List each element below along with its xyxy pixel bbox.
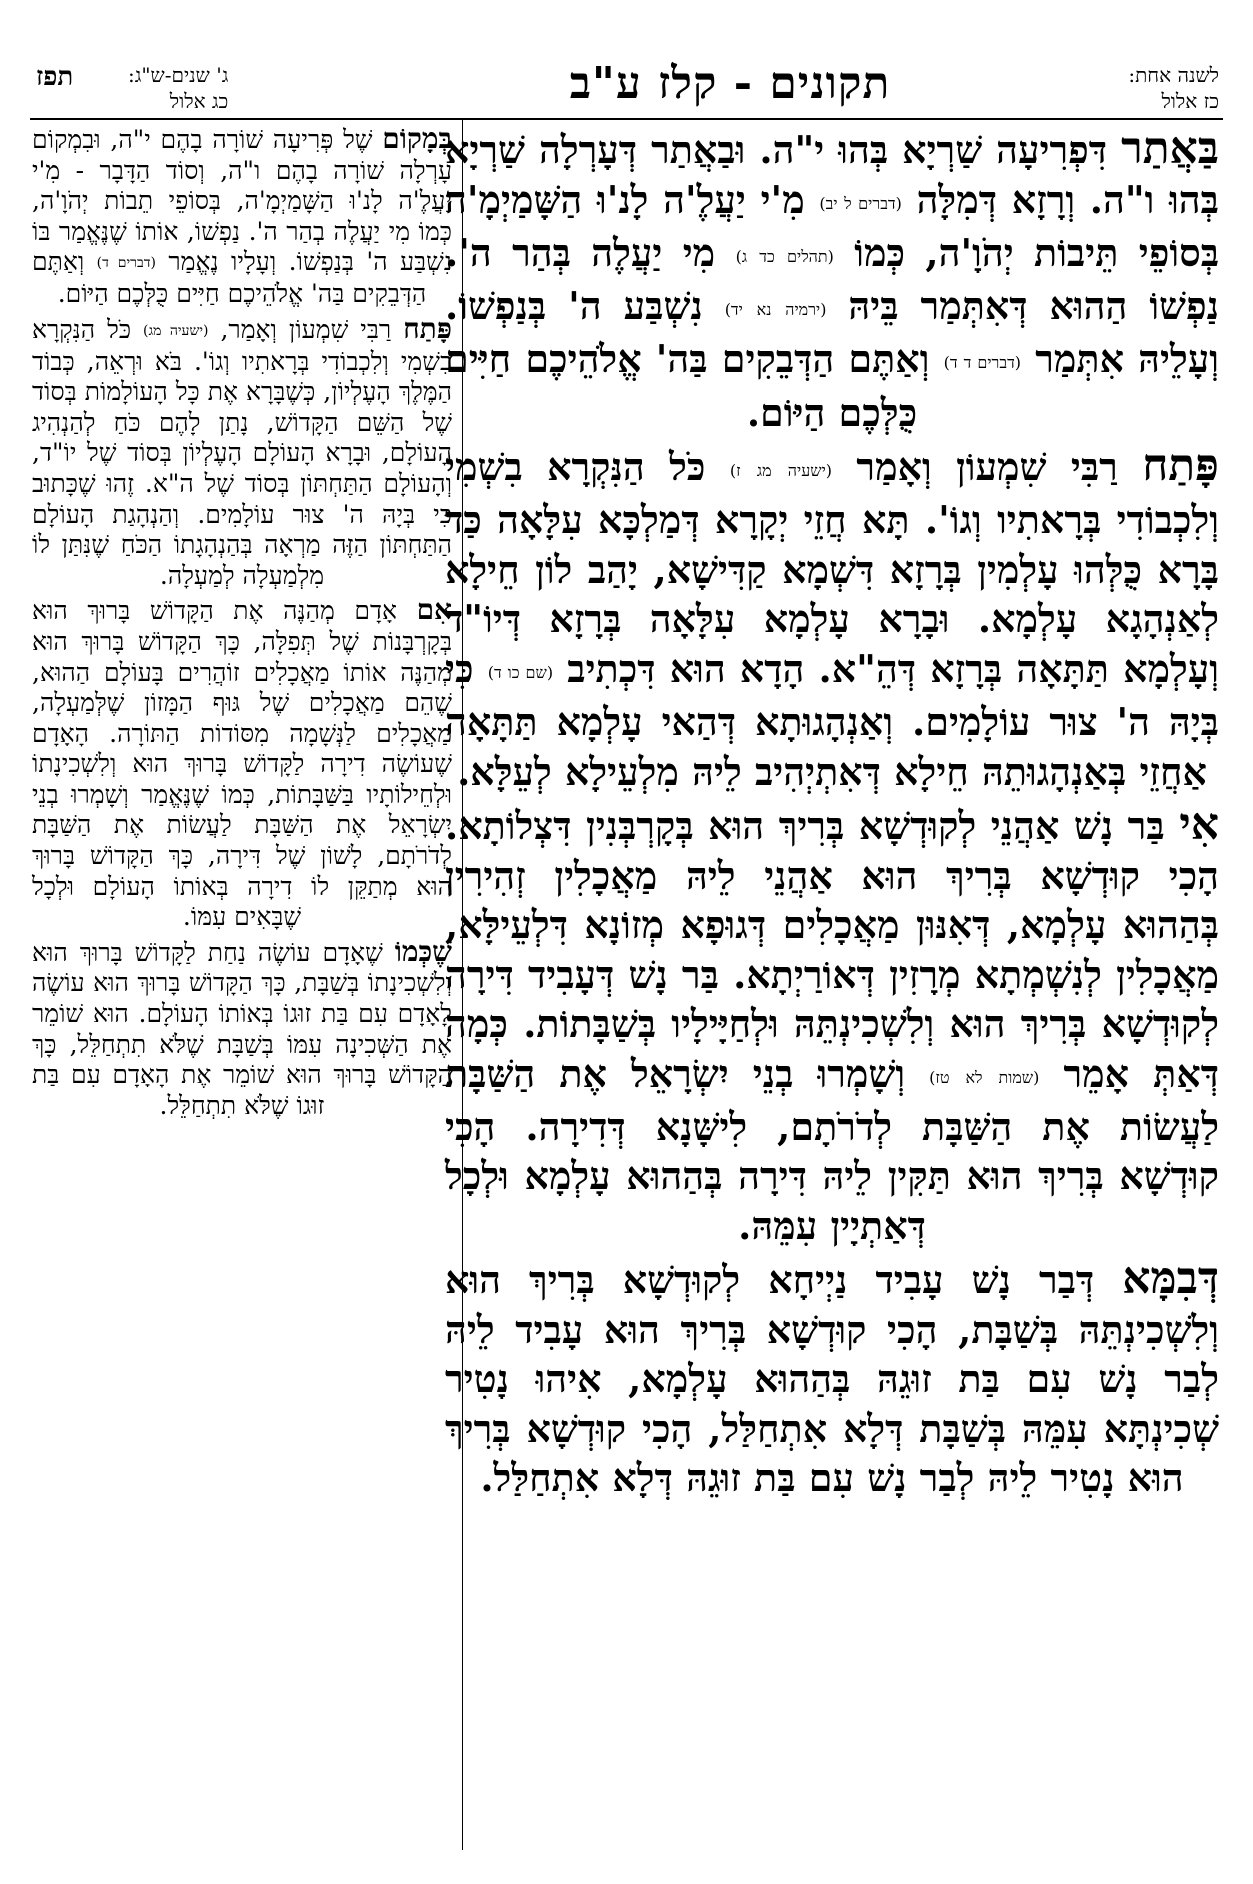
paragraph-text: שֶׁל פְּרִיעָה שׁוֹרָה בָהֶם י"ה, וּבִמְקוֹם עָרְלָה שׁוֹרָה בָהֶם ו"ה, וְסוֹד הַדָּבָר - מִ'י יַעֲלֶ'ה לָנ'וּ הַשָּׁמַיְמָ'ה, בְּסוֹפֵי תֵבוֹת יְהֹוָ'ה, כְּמוֹ מִי יַעֲלֶה בְהַר ה'. נַפְשׁוֹ, אוֹתוֹ שֶׁנֶּאֱמַר בּוֹ נִשְׁבַּע ה' בְּנַפְשׁוֹ. וְעָלָיו נֶאֱמַר [32,125,453,277]
main-paragraph-2 [445,441,1219,796]
opening-word: פָּתַח [1142,440,1219,491]
header-left-date-value: כג אלול [169,89,229,113]
main-text-column [445,124,1219,1507]
paragraph-text: וְאַתֶּם הַדְּבֵקִים בַּה' אֱלֹהֵיכֶם חַיִּים כֻּלְּכֶם הַיּוֹם. [32,247,427,309]
source-reference: (דברים ד ד) [943,353,1022,372]
source-reference: (ישעיה מג ז) [729,460,833,480]
page-title: תקונים - קלז ע"ב [569,58,891,109]
main-paragraph-3 [445,800,1219,1250]
paragraph-text: וְשָׁמְרוּ בְנֵי יִשְׂרָאֵל אֶת הַשַּׁבָּת לַעֲשׂוֹת אֶת הַשַּׁבָּת לְדֹרֹתָם, לִישָּׁנָא דְּדִירָה. הָכִי קוּדְשָׁא בְּרִיךְ הוּא תַּקִּין לֵיהּ דִּירָה בְּהַהוּא עָלְמָא וּלְכָל דְּאַתְיָין עִמֵּהּ. [445,1050,1219,1248]
paragraph-text: רַבִּי שִׁמְעוֹן וְאָמַר [856,444,1118,489]
side-paragraph-1 [32,124,452,310]
source-reference: (שמות לא טז) [929,1067,1040,1087]
source-reference: (תהלים כד ג) [735,246,834,266]
paragraph-text: כֹּל הַנִּקְרָא בִשְׁמִי וְלִכְבוֹדִי בְּרָאתִיו וְגוֹ'. תָּא חֲזֵי יְקָרָא דְּמַלְכָּא עִלָּאָה כַּד בָּרָא כֻּלְּהוּ עָלְמִין בְּרָזָא דִּשְׁמָא קַדִּישָׁא, יָהַב לוֹן חֵילָא לְאַנְהָגָא עָלְמָא. וּבָרָא עָלְמָא עִלָּאָה בְּרָזָא דְּיוֹ"ד וְעָלְמָא תַּתָּאָה בְּרָזָא דְּהֵ"א. הָדָא הוּא דִּכְתִיב [445,444,1220,691]
paragraph-text: אָדָם מְהַנֶּה אֶת הַקָּדוֹשׁ בָּרוּךְ הוּא בְּקָרְבָּנוֹת שֶׁל תְּפִלָּה, כָּךְ הַקָּדוֹשׁ בָּרוּךְ הוּא מְהַנֶּה אוֹתוֹ מַאֲכָלִים זוֹהֲרִים בָּעוֹלָם הַהוּא, שֶׁהֵם מַאֲכָלִים שֶׁל גּוּף הַמָּזוֹן שֶׁלְּמַעְלָה, מַאֲכָלִים לַנְּשָׁמָה מִסּוֹדוֹת הַתּוֹרָה. הָאָדָם שֶׁעוֹשֶׂה דִירָה לַקָּדוֹשׁ בָּרוּךְ הוּא וְלִשְׁכִינָתוֹ וּלְחֵילוֹתָיו בַּשַּׁבָּתוֹת, כְּמוֹ שֶׁנֶּאֱמַר וְשָׁמְרוּ בְנֵי יִשְׂרָאֵל אֶת הַשַּׁבָּת לַעֲשׂוֹת אֶת הַשַּׁבָּת לְדֹרֹתָם, לָשׁוֹן שֶׁל דִּירָה, כָּךְ הַקָּדוֹשׁ בָּרוּךְ הוּא מְתַקֵּן לוֹ דִירָה בְּאוֹתוֹ הָעוֹלָם וּלְכָל שֶׁבָּאִים עִמּוֹ. [32,596,452,932]
main-paragraph-4 [445,1254,1219,1503]
paragraph-text: כֹּל הַנִּקְרָא בִשְׁמִי וְלִכְבוֹדִי בְּרָאתִיו וְגוֹ'. בֹּא וּרְאֵה, כְּבוֹד הַמֶּלֶךְ הָעֶלְיוֹן, כְּשֶׁבָּרָא אֶת כָּל הָעוֹלָמוֹת בְּסוֹד שֶׁל הַשֵּׁם הַקָּדוֹשׁ, נָתַן לָהֶם כֹּחַ לְהַנְהִיג הָעוֹלָם, וּבָרָא הָעוֹלָם הָעֶלְיוֹן בְּסוֹד שֶׁל יוֹ"ד, וְהָעוֹלָם הַתַּחְתּוֹן בְּסוֹד שֶׁל ה"א. זֶהוּ שֶׁכָּתוּב כִּי בְּיָהּ ה' צוּר עוֹלָמִים. וְהַנְהָגַת הָעוֹלָם הַתַּחְתּוֹן הַזֶּה מַרְאָה בְּהַנְהָגָתוֹ הַכֹּחַ שֶׁנִּתַּן לוֹ מִלְמַעְלָה לְמַעְלָה. [32,314,452,590]
source-reference: (דברים ד) [96,255,156,272]
translation-column [32,124,452,1125]
paragraph-text: וְאַתֶּם הַדְּבֵקִים בַּה' אֱלֹהֵיכֶם חַיִּים כֻּלְּכֶם הַיּוֹם. [445,336,930,435]
paragraph-text: כִּי בְּיָהּ ה' צוּר עוֹלָמִים. וְאַנְהָגוּתָא דְּהַאי עָלְמָא תַּתָּאָה אַחֲזֵי בְּאַנְהָגוּתֵהּ חֵילָא דְּאִתְיְהִיב לֵיהּ מִלְעֵילָא לְעֵלָּא. [445,645,1219,794]
paragraph-text: שֶׁאָדָם עוֹשֶׂה נַחַת לַקָּדוֹשׁ בָּרוּךְ הוּא וְלִשְׁכִינָתוֹ בְּשַׁבָּת, כָּךְ הַקָּדוֹשׁ בָּרוּךְ הוּא עוֹשֶׂה לָאָדָם עִם בַּת זוּגוֹ בְּאוֹתוֹ הָעוֹלָם. הוּא שׁוֹמֵר אֶת הַשְּׁכִינָה עִמּוֹ בְּשַׁבָּת שֶׁלֹּא תִתְחַלֵּל, כָּךְ הַקָּדוֹשׁ בָּרוּךְ הוּא שׁוֹמֵר אֶת הָאָדָם עִם בַּת זוּגוֹ שֶׁלֹּא תִתְחַלֵּל. [32,937,452,1120]
header-right-date [1128,62,1219,114]
paragraph-text: רַבִּי שִׁמְעוֹן וְאָמַר, [220,314,392,344]
header-right-date-value: כז אלול [1161,89,1219,113]
opening-word: אִי [1179,799,1219,850]
header-right-label: לשנה אחת: [1128,63,1219,87]
opening-word: אִם [416,593,453,627]
header-divider [30,118,1223,120]
opening-word: דְּבִמָּא [1122,1253,1219,1305]
source-reference: (שם כו ד) [487,662,554,682]
main-paragraph-1 [445,124,1219,437]
header-left-label: ג' שנים-ש"ג: [128,63,229,87]
opening-word: פָּתַח [403,311,452,345]
header-left-date [128,62,228,114]
side-paragraph-4 [32,934,452,1122]
source-reference: (דברים ל יב) [819,193,902,213]
source-reference: (ירמיה נא יד) [724,299,827,319]
opening-word: שֶׁכְּמוֹ [394,934,452,968]
paragraph-text: נִשְׁבַּע ה' בְּנַפְשׁוֹ. וְעָלֵיהּ אִתְּמַר [445,283,1219,382]
paragraph-text: מִי יַעֲלֶה בְּהַר ה'. נַפְשׁוֹ הַהוּא דְּאִתְּמַר בֵּיהּ [445,229,1219,328]
opening-word: בְּמָקוֹם [382,122,452,155]
paragraph-text: מִ'י יַעֲלֶ'ה לָנ'וּ הַשָּׁמַיְמָ'ה בְּסוֹפֵי תֵּיבוֹת יְהֹוָ'ה, כְּמוֹ [445,176,1220,275]
side-paragraph-2 [32,311,452,592]
page-number: תפז [36,62,74,92]
side-paragraph-3 [32,595,452,933]
opening-word: בַּאֲתַר [1121,123,1219,174]
paragraph-text: דְּבַר נָשׁ עָבִיד נַיְיחָא לְקוּדְשָׁא בְּרִיךְ הוּא וְלִשְׁכִינְתֵּהּ בְּשַׁבָּת, הָכִי קוּדְשָׁא בְּרִיךְ הוּא עָבִיד לֵיהּ לְבַר נָשׁ עִם בַּת זוּגֵהּ בְּהַהוּא עָלְמָא, אִיהוּ נָטִיר שְׁכִינְתָּא עִמֵּהּ בְּשַׁבָּת דְּלָא אִתְחַלַּל, הָכִי קוּדְשָׁא בְּרִיךְ הוּא נָטִיר לֵיהּ לְבַר נָשׁ עִם בַּת זוּגֵהּ דְּלָא אִתְחַלַּל. [445,1257,1219,1501]
paragraph-text: דִּפְרִיעָה שַׁרְיָא בְּהוּ י"ה. וּבַאֲתַר דְּעָרְלָה שַׁרְיָא בְּהוּ ו"ה. וְרָזָא דְּמִלָּה [445,127,1219,222]
paragraph-text: בַּר נָשׁ אַהֲנֵי לְקוּדְשָׁא בְּרִיךְ הוּא בְּקָרְבְּנִין דִּצְלוֹתָא. הָכִי קוּדְשָׁא בְּרִיךְ הוּא אַהֲנֵי לֵיהּ מַאֲכָלִין זְהִירִין בְּהַהוּא עָלְמָא, דְּאִנּוּן מַאֲכָלִים דְּגוּפָא מְזוֹנָא דִּלְעֵילָּא, מַאֲכָלִין לְנִשְׁמְתָא מְרָזִין דְּאוֹרַיְתָא. בַּר נָשׁ דְּעָבִיד דִּירָה לְקוּדְשָׁא בְּרִיךְ הוּא וְלִשְׁכִינְתֵּהּ וּלְחַיָּילָיו בְּשַׁבָּתוֹת. כְּמָה דְּאַתְּ אָמֵר [445,803,1220,1096]
source-reference: (ישעיה מג) [143,322,209,339]
